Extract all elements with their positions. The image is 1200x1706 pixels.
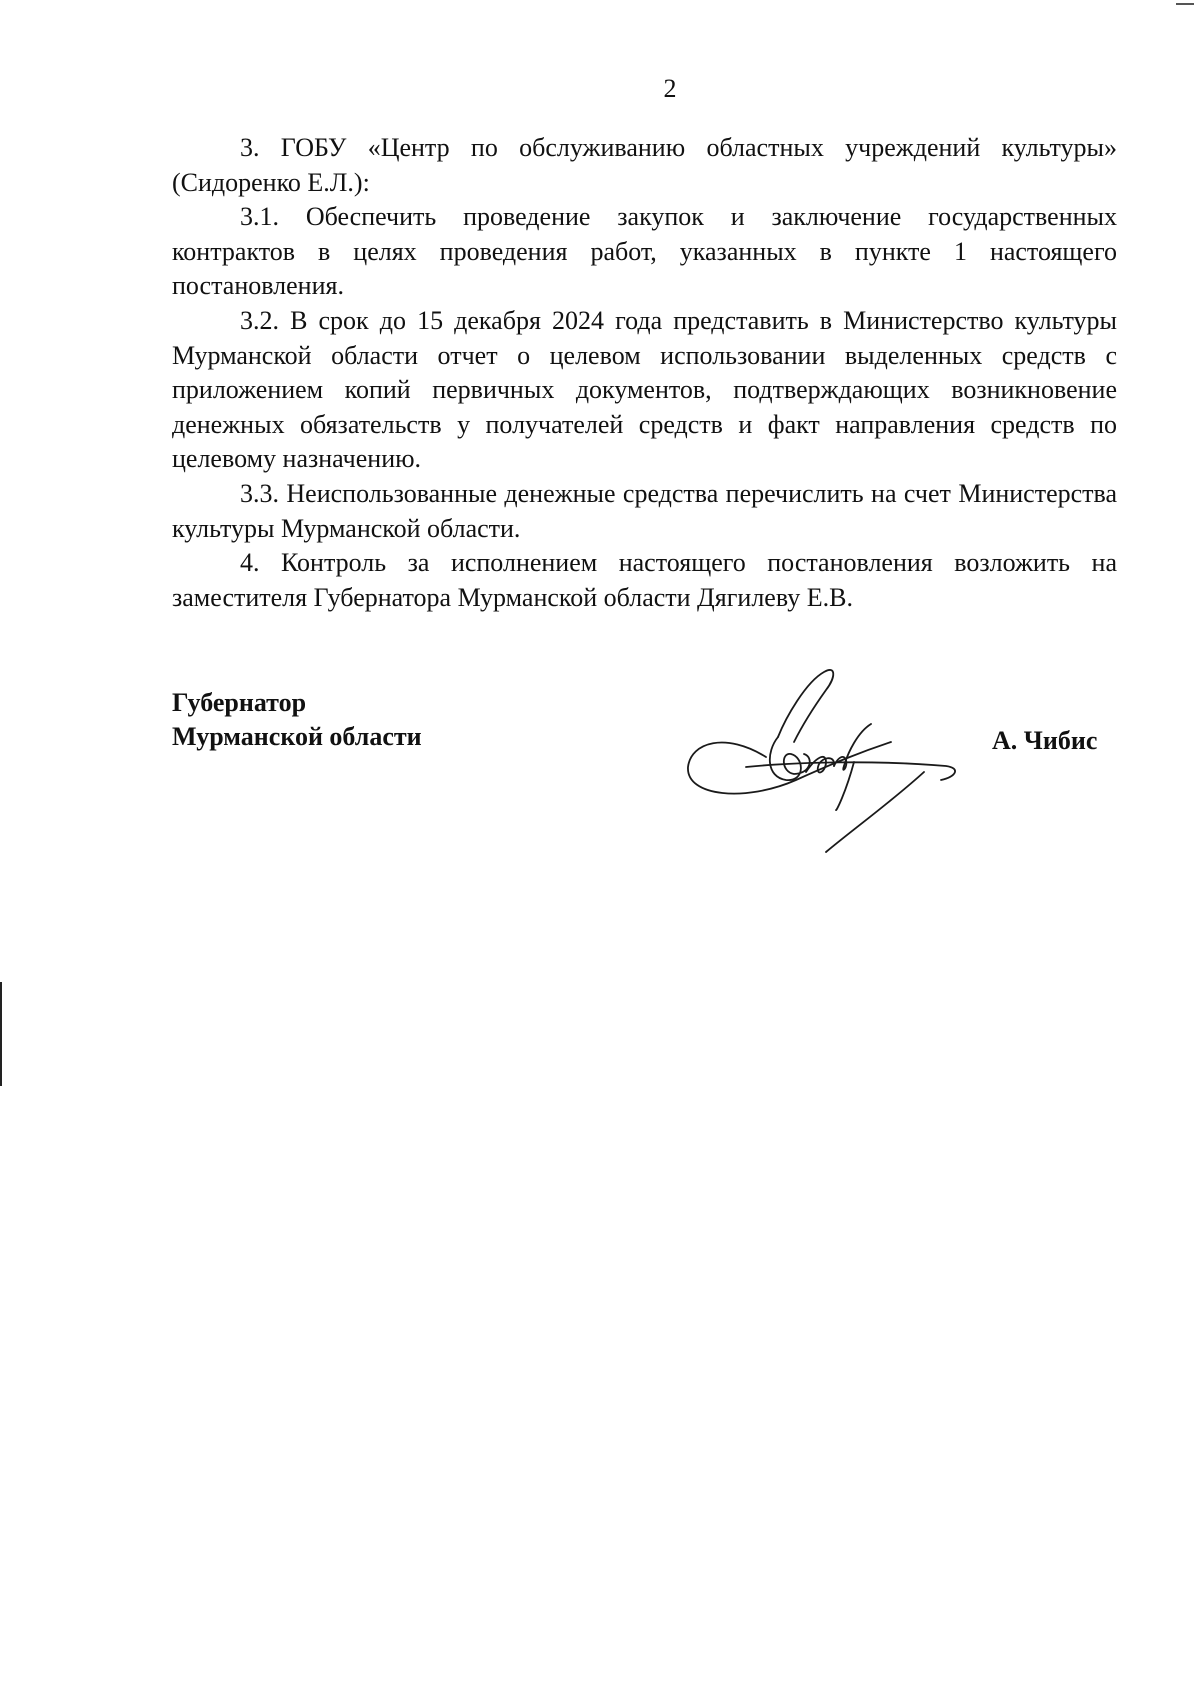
signer-name: А. Чибис xyxy=(992,726,1098,755)
paragraph-3: 3. ГОБУ «Центр по обслуживанию областных учреждений культуры» (Сидоренко Е.Л.): xyxy=(172,133,1117,197)
scan-artifact xyxy=(1176,3,1194,5)
paragraph-4: 4. Контроль за исполнением настоящего постановления возложить на заместителя Губернатора Мурманской области Дягилеву Е.В. xyxy=(172,548,1117,612)
paragraph-3-1: 3.1. Обеспечить проведение закупок и заключение государственных контрактов в целях проведения работ, указанных в пункте 1 настоящего постановления. xyxy=(172,202,1117,301)
scan-edge-mark xyxy=(0,982,2,1086)
paragraph-3-2: 3.2. В срок до 15 декабря 2024 года представить в Министерство культуры Мурманской области отчет о целевом использовании выделенных средств с приложением копий первичных документов, подтверждающих возникновение денежных обязательств у получателей средств и факт направления средств по целевому назначению. xyxy=(172,305,1117,474)
paragraph-3-3: 3.3. Неиспользованные денежные средства перечислить на счет Министерства культуры Мурманской области. xyxy=(172,478,1117,543)
signatory-position xyxy=(172,686,422,754)
handwritten-signature xyxy=(686,662,972,858)
page-number: 2 xyxy=(663,74,677,103)
position-line-2: Мурманской области xyxy=(172,722,422,751)
document-body xyxy=(172,131,1117,615)
position-line-1: Губернатор xyxy=(172,688,307,717)
